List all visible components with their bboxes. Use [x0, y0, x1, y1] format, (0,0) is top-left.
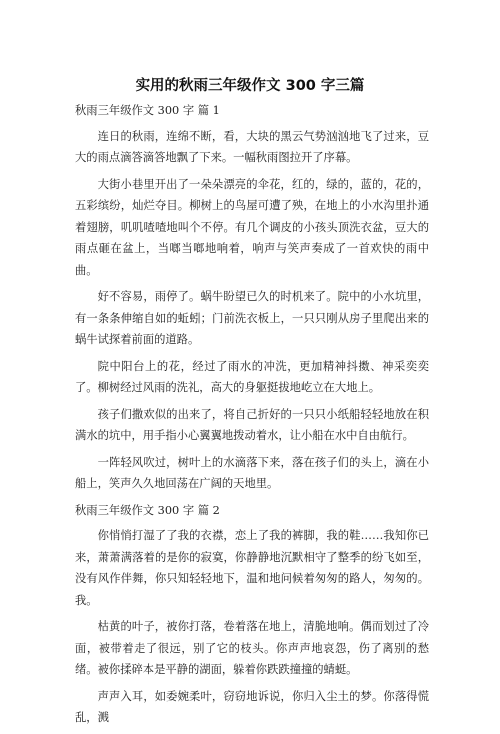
paragraph: 一阵轻风吹过，树叶上的水滴落下来，落在孩子们的头上，滴在小船上，笑声久久地回荡在广阔的天地里。 — [75, 455, 429, 490]
paragraph: 好不容易，雨停了。蜗牛盼望已久的时机来了。院中的小水坑里，有一条条伸缩自如的蚯蚓；门前洗衣板上，一只只刚从房子里爬出来的蜗牛试探着前面的道路。 — [75, 290, 429, 346]
paragraph: 枯黄的叶子，被你打落，卷着落在地上，清脆地响。偶而划过了冷面，被带着走了很远，别了它的枝头。你声声地哀怨，伤了离别的愁绪。被你揉碎本是平静的湖面，躲着你跌跌撞撞的蜻蜓。 — [75, 620, 429, 676]
section-heading: 秋雨三年级作文 300 字 篇 1 — [75, 104, 220, 117]
paragraph: 孩子们撒欢似的出来了，将自己折好的一只只小纸船轻轻地放在积满水的坑中，用手指小心翼翼地拨动着水，让小船在水中自由航行。 — [75, 407, 429, 442]
document-title: 实用的秋雨三年级作文 300 字三篇 — [135, 78, 365, 94]
paragraph: 你悄悄打湿了了我的衣襟，恋上了我的裤脚，我的鞋……我知你已来，萧萧满落着的是你的寂寞，你静静地沉默相守了整季的纷飞如至，没有风作伴舞，你只知轻轻地下，温和地问候着匆匆的路人，匆匆的。我。 — [75, 529, 429, 607]
paragraph: 声声入耳，如委婉柔叶，窃窃地诉说，你归入尘土的梦。你落得慌乱，溅 — [75, 689, 429, 724]
paragraph: 大街小巷里开出了一朵朵漂亮的伞花，红的，绿的，蓝的，花的，五彩缤纷，灿烂夺目。柳树上的鸟屋可遭了殃，在地上的小水沟里扑通着翅膀，叽叽喳喳地叫个不停。有几个调皮的小孩头顶洗衣盆，豆大的雨点砸在盆上，当啷当啷地响着，响声与笑声奏成了一首欢快的雨中曲。 — [75, 177, 429, 277]
document-body — [75, 100, 429, 734]
paragraph: 院中阳台上的花，经过了雨水的冲洗，更加精神抖擞、神采奕奕了。柳树经过风雨的洗礼，高大的身躯挺拔地屹立在大地上。 — [75, 359, 429, 394]
paragraph: 连日的秋雨，连绵不断，看，大块的黑云气势汹汹地飞了过来，豆大的雨点滴答滴答地飘了下来。一幅秋雨图拉开了序幕。 — [75, 129, 429, 164]
section-heading: 秋雨三年级作文 300 字 篇 2 — [75, 503, 220, 517]
